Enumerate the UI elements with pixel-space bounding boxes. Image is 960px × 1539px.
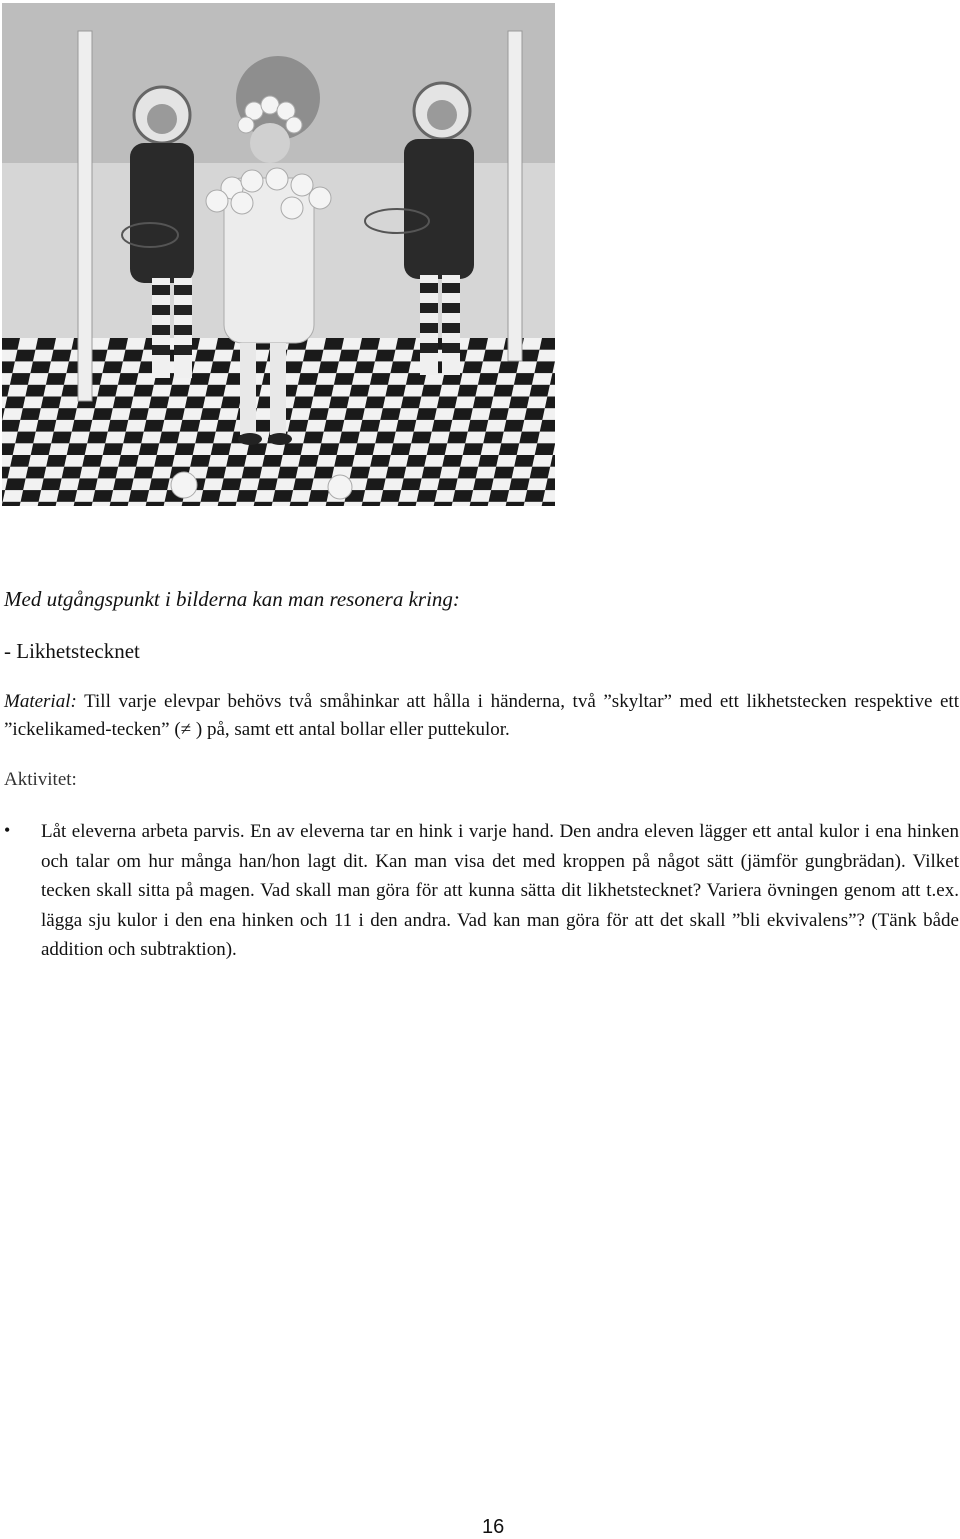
activity-text: Låt eleverna arbeta parvis. En av eleverna tar en hink i varje hand. Den andra eleven lägger ett antal kulor i ena hinken och talar om hur många han/hon lagt dit. Kan man visa det med kroppen på något sätt (jämför gungbrädan). Vilket tecken skall sitta på magen. Vad skall man göra för att kunna sätta dit likhetstecknet? Variera övningen genom att t.ex. lägga sju kulor i den ena hinken och 11 i den andra. Vad kan man göra för att det skall ”bli ekvivalens”? (Tänk både addition och subtraktion).	[41, 821, 959, 960]
material-label: Material:	[4, 691, 77, 712]
material-text: Till varje elevpar behövs två småhinkar att hålla i händerna, två ”skyltar” med ett likhetstecken respektive ett ”ickelikamed-tecken” (≠ ) på, samt ett antal bollar eller puttekulor.	[4, 691, 959, 740]
activity-label: Aktivitet:	[4, 769, 77, 790]
intro-text: Med utgångspunkt i bilderna kan man resonera kring:	[4, 587, 460, 611]
performers-photo	[2, 3, 555, 506]
page-number: 16	[482, 1516, 505, 1538]
topic-heading: - Likhetstecknet	[4, 639, 140, 663]
photo-costumed-performers	[2, 3, 555, 506]
bullet-icon: •	[4, 820, 11, 840]
material-paragraph	[4, 688, 959, 744]
